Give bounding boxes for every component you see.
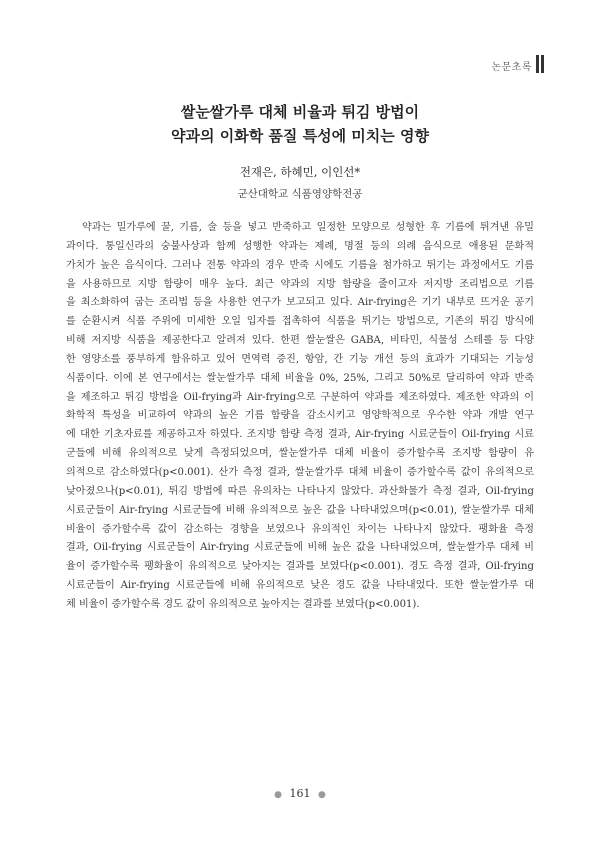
paper-title (0, 100, 600, 148)
abstract-line: 시료군들이 Air-frying 시료군들에 비해 유의적으로 낮은 경도 값을 나타내었다. 또한 쌀눈쌀가루 대 (66, 580, 534, 592)
abstract-line: 한 영양소를 풍부하게 함유하고 있어 면역력 증진, 항암, 간 기능 개선 등의 효과가 기대되는 기능성 (66, 353, 534, 365)
title-line-1: 쌀눈쌀가루 대체 비율과 튀김 방법이 (180, 103, 420, 121)
affiliation: 군산대학교 식품영양학전공 (237, 188, 363, 200)
abstract-line: 을 사용하므로 지방 함량이 매우 높다. 최근 약과의 지방 함량을 줄이고자 저지방 조리법으로 기름 (66, 278, 534, 290)
abstract-line: 낮아졌으나(p<0.01), 튀김 방법에 따른 유의차는 나타나지 않았다. 과산화물가 측정 결과, Oil-frying (66, 485, 534, 497)
abstract-line: 결과, Oil-frying 시료군들이 Air-frying 시료군들에 비해 높은 값을 나타내었으며, 쌀눈쌀가루 대체 비 (66, 542, 534, 554)
abstract-line: 비율이 증가할수록 값이 감소하는 경향을 보였으나 유의적인 차이는 나타나지 않았다. 팽화율 측정 (66, 523, 534, 535)
footer-dot-left: ● (274, 790, 282, 800)
abstract-line: 화학적 특성을 비교하여 약과의 높은 기름 함량을 감소시키고 영양학적으로 우수한 약과 개발 연구 (66, 410, 534, 422)
abstract-line: 율이 증가할수록 팽화율이 유의적으로 낮아지는 결과를 보였다(p<0.001). 경도 측정 결과, Oil-frying (66, 561, 534, 573)
abstract-line: 시료군들이 Air-frying 시료군들에 비해 유의적으로 높은 값을 나타내었으며(p<0.01), 쌀눈쌀가루 대체 (66, 504, 534, 516)
abstract (66, 219, 534, 615)
abstract-line: 과이다. 통일신라의 숭불사상과 함께 성행한 약과는 제례, 명절 등의 의례 음식으로 애용된 문화적 (66, 240, 534, 252)
footer-dot-right: ● (318, 790, 326, 800)
abstract-line: 의적으로 감소하였다(p<0.001). 산가 측정 결과, 쌀눈쌀가루 대체 비율이 증가할수록 값이 유의적으로 (66, 466, 534, 478)
abstract-line: 에 대한 기초자료를 제공하고자 하였다. 조지방 함량 측정 결과, Air-frying 시료군들이 Oil-frying 시료 (66, 429, 534, 441)
abstract-line: 비해 저지방 식품을 제공한다고 알려져 있다. 한편 쌀눈쌀은 GABA, 비타민, 식물성 스테롤 등 다양 (66, 335, 534, 347)
abstract-line: 군들에 비해 유의적으로 낮게 측정되었으며, 쌀눈쌀가루 대체 비율이 증가할수록 조지방 함량이 유 (66, 448, 534, 460)
abstract-line: 가치가 높은 음식이다. 그러나 전통 약과의 경우 반죽 시에도 기름을 첨가하고 튀기는 과정에서도 기름 (66, 259, 534, 271)
page-footer (0, 787, 600, 800)
authors: 전재은, 하혜민, 이인선* (239, 165, 361, 179)
page-number: 161 (289, 787, 311, 800)
abstract-line: 를 순환시켜 식품 주위에 미세한 오일 입자를 접촉하여 식품을 튀기는 방법으로, 기존의 튀김 방식에 (66, 316, 534, 328)
abstract-line: 약과는 밀가루에 꿀, 기름, 술 등을 넣고 반죽하고 일정한 모양으로 성형한 후 기름에 튀겨낸 유밀 (82, 222, 534, 233)
abstract-line: 을 제조하고 튀김 방법을 Oil-frying과 Air-frying으로 구분하여 약과를 제조하였다. 제조한 약과의 이 (66, 391, 534, 403)
abstract-line: 식품이다. 이에 본 연구에서는 쌀눈쌀가루 대체 비율을 0%, 25%, 그리고 50%로 달리하여 약과 반죽 (66, 372, 534, 384)
section-label: 논문초록 (491, 62, 532, 73)
section-marker (536, 55, 544, 73)
abstract-line: 체 비율이 증가할수록 경도 값이 유의적으로 높아지는 결과를 보였다(p<0.001). (66, 598, 420, 610)
title-line-2: 약과의 이화학 품질 특성에 미치는 영향 (171, 127, 429, 145)
abstract-line: 을 최소화하여 굽는 조리법 등을 사용한 연구가 보고되고 있다. Air-frying은 기기 내부로 뜨거운 공기 (66, 297, 534, 309)
